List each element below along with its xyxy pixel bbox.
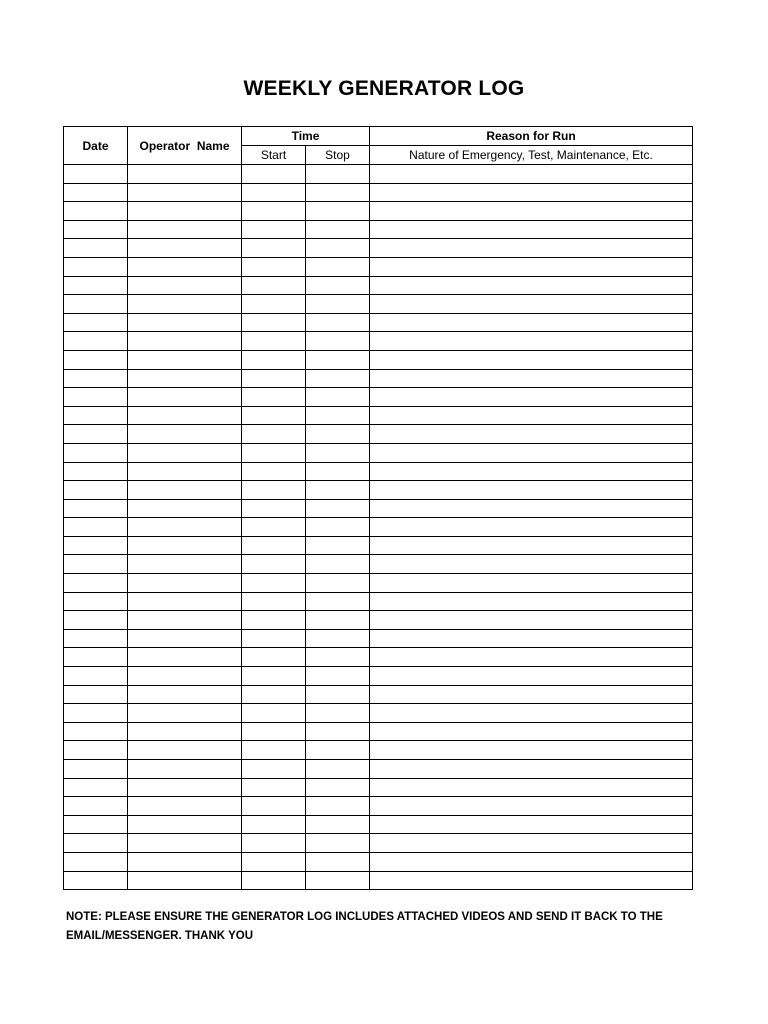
reason-cell[interactable] xyxy=(370,778,693,797)
date-cell[interactable] xyxy=(64,350,128,369)
reason-cell[interactable] xyxy=(370,592,693,611)
start-time-cell[interactable] xyxy=(242,257,306,276)
column-header-start: Start xyxy=(242,146,306,165)
date-cell[interactable] xyxy=(64,797,128,816)
start-time-cell[interactable] xyxy=(242,518,306,537)
reason-cell[interactable] xyxy=(370,760,693,779)
stop-time-cell[interactable] xyxy=(306,295,370,314)
stop-time-cell[interactable] xyxy=(306,499,370,518)
date-cell[interactable] xyxy=(64,388,128,407)
start-time-cell[interactable] xyxy=(242,388,306,407)
date-cell[interactable] xyxy=(64,741,128,760)
stop-time-cell[interactable] xyxy=(306,871,370,890)
table-row xyxy=(64,871,693,890)
start-time-cell[interactable] xyxy=(242,778,306,797)
stop-time-cell[interactable] xyxy=(306,797,370,816)
column-header-stop: Stop xyxy=(306,146,370,165)
reason-cell[interactable] xyxy=(370,443,693,462)
start-time-cell[interactable] xyxy=(242,499,306,518)
operator-name-cell[interactable] xyxy=(128,574,242,593)
table-row xyxy=(64,257,693,276)
reason-cell[interactable] xyxy=(370,834,693,853)
table-row xyxy=(64,350,693,369)
date-cell[interactable] xyxy=(64,760,128,779)
table-row xyxy=(64,536,693,555)
stop-time-cell[interactable] xyxy=(306,685,370,704)
footer-note: NOTE: PLEASE ENSURE THE GENERATOR LOG INCLUDES ATTACHED VIDEOS AND SEND IT BACK TO THE EMAIL/MESSENGER. THANK YOU xyxy=(66,911,663,942)
table-row xyxy=(64,852,693,871)
stop-time-cell[interactable] xyxy=(306,406,370,425)
stop-time-cell[interactable] xyxy=(306,183,370,202)
table-row xyxy=(64,499,693,518)
date-cell[interactable] xyxy=(64,555,128,574)
operator-name-cell[interactable] xyxy=(128,852,242,871)
stop-time-cell[interactable] xyxy=(306,592,370,611)
start-time-cell[interactable] xyxy=(242,871,306,890)
reason-cell[interactable] xyxy=(370,685,693,704)
table-row xyxy=(64,481,693,500)
start-time-cell[interactable] xyxy=(242,425,306,444)
stop-time-cell[interactable] xyxy=(306,852,370,871)
page-title: WEEKLY GENERATOR LOG xyxy=(243,77,525,100)
table-row xyxy=(64,388,693,407)
start-time-cell[interactable] xyxy=(242,685,306,704)
date-cell[interactable] xyxy=(64,369,128,388)
start-time-cell[interactable] xyxy=(242,481,306,500)
date-cell[interactable] xyxy=(64,611,128,630)
reason-cell[interactable] xyxy=(370,611,693,630)
table-row xyxy=(64,778,693,797)
operator-name-cell[interactable] xyxy=(128,388,242,407)
reason-cell[interactable] xyxy=(370,220,693,239)
reason-cell[interactable] xyxy=(370,332,693,351)
table-row xyxy=(64,425,693,444)
column-header-date: Date xyxy=(64,127,128,165)
date-cell[interactable] xyxy=(64,667,128,686)
reason-cell[interactable] xyxy=(370,350,693,369)
start-time-cell[interactable] xyxy=(242,202,306,221)
start-time-cell[interactable] xyxy=(242,629,306,648)
stop-time-cell[interactable] xyxy=(306,165,370,184)
table-row xyxy=(64,815,693,834)
start-time-cell[interactable] xyxy=(242,239,306,258)
table-row xyxy=(64,369,693,388)
operator-name-cell[interactable] xyxy=(128,202,242,221)
generator-log-table xyxy=(63,126,693,890)
start-time-cell[interactable] xyxy=(242,815,306,834)
operator-name-cell[interactable] xyxy=(128,220,242,239)
operator-name-cell[interactable] xyxy=(128,239,242,258)
operator-name-cell[interactable] xyxy=(128,257,242,276)
date-cell[interactable] xyxy=(64,202,128,221)
reason-cell[interactable] xyxy=(370,406,693,425)
start-time-cell[interactable] xyxy=(242,555,306,574)
table-row xyxy=(64,704,693,723)
start-time-cell[interactable] xyxy=(242,741,306,760)
operator-name-cell[interactable] xyxy=(128,350,242,369)
date-cell[interactable] xyxy=(64,183,128,202)
date-cell[interactable] xyxy=(64,592,128,611)
stop-time-cell[interactable] xyxy=(306,332,370,351)
operator-name-cell[interactable] xyxy=(128,555,242,574)
operator-name-cell[interactable] xyxy=(128,276,242,295)
operator-name-cell[interactable] xyxy=(128,369,242,388)
date-cell[interactable] xyxy=(64,462,128,481)
stop-time-cell[interactable] xyxy=(306,388,370,407)
date-cell[interactable] xyxy=(64,406,128,425)
reason-cell[interactable] xyxy=(370,667,693,686)
date-cell[interactable] xyxy=(64,722,128,741)
stop-time-cell[interactable] xyxy=(306,834,370,853)
column-header-reason-for-run: Reason for Run xyxy=(370,127,693,146)
table-row xyxy=(64,555,693,574)
date-cell[interactable] xyxy=(64,425,128,444)
reason-cell[interactable] xyxy=(370,871,693,890)
operator-name-cell[interactable] xyxy=(128,462,242,481)
operator-name-cell[interactable] xyxy=(128,760,242,779)
start-time-cell[interactable] xyxy=(242,369,306,388)
stop-time-cell[interactable] xyxy=(306,276,370,295)
table-row xyxy=(64,574,693,593)
table-row xyxy=(64,295,693,314)
stop-time-cell[interactable] xyxy=(306,425,370,444)
table-row xyxy=(64,611,693,630)
date-cell[interactable] xyxy=(64,815,128,834)
start-time-cell[interactable] xyxy=(242,592,306,611)
operator-name-cell[interactable] xyxy=(128,518,242,537)
start-time-cell[interactable] xyxy=(242,220,306,239)
stop-time-cell[interactable] xyxy=(306,518,370,537)
operator-name-cell[interactable] xyxy=(128,704,242,723)
reason-cell[interactable] xyxy=(370,257,693,276)
operator-name-cell[interactable] xyxy=(128,592,242,611)
operator-name-cell[interactable] xyxy=(128,499,242,518)
reason-cell[interactable] xyxy=(370,797,693,816)
reason-cell[interactable] xyxy=(370,295,693,314)
stop-time-cell[interactable] xyxy=(306,239,370,258)
table-row xyxy=(64,648,693,667)
operator-name-cell[interactable] xyxy=(128,406,242,425)
table-row xyxy=(64,760,693,779)
start-time-cell[interactable] xyxy=(242,313,306,332)
start-time-cell[interactable] xyxy=(242,852,306,871)
date-cell[interactable] xyxy=(64,648,128,667)
reason-cell[interactable] xyxy=(370,276,693,295)
table-row xyxy=(64,797,693,816)
date-cell[interactable] xyxy=(64,778,128,797)
table-row xyxy=(64,332,693,351)
reason-cell[interactable] xyxy=(370,183,693,202)
start-time-cell[interactable] xyxy=(242,760,306,779)
date-cell[interactable] xyxy=(64,481,128,500)
table-row xyxy=(64,443,693,462)
operator-name-cell[interactable] xyxy=(128,834,242,853)
date-cell[interactable] xyxy=(64,518,128,537)
stop-time-cell[interactable] xyxy=(306,704,370,723)
stop-time-cell[interactable] xyxy=(306,574,370,593)
stop-time-cell[interactable] xyxy=(306,220,370,239)
start-time-cell[interactable] xyxy=(242,704,306,723)
table-row xyxy=(64,202,693,221)
date-cell[interactable] xyxy=(64,499,128,518)
operator-name-cell[interactable] xyxy=(128,443,242,462)
table-row xyxy=(64,722,693,741)
operator-name-cell[interactable] xyxy=(128,295,242,314)
table-row xyxy=(64,220,693,239)
operator-name-cell[interactable] xyxy=(128,611,242,630)
reason-cell[interactable] xyxy=(370,648,693,667)
date-cell[interactable] xyxy=(64,332,128,351)
stop-time-cell[interactable] xyxy=(306,722,370,741)
reason-cell[interactable] xyxy=(370,499,693,518)
start-time-cell[interactable] xyxy=(242,611,306,630)
start-time-cell[interactable] xyxy=(242,648,306,667)
stop-time-cell[interactable] xyxy=(306,815,370,834)
stop-time-cell[interactable] xyxy=(306,667,370,686)
table-row xyxy=(64,183,693,202)
operator-name-cell[interactable] xyxy=(128,815,242,834)
stop-time-cell[interactable] xyxy=(306,481,370,500)
stop-time-cell[interactable] xyxy=(306,611,370,630)
start-time-cell[interactable] xyxy=(242,834,306,853)
reason-cell[interactable] xyxy=(370,239,693,258)
date-cell[interactable] xyxy=(64,871,128,890)
table-row xyxy=(64,592,693,611)
reason-cell[interactable] xyxy=(370,165,693,184)
table-body xyxy=(64,165,693,890)
operator-name-cell[interactable] xyxy=(128,871,242,890)
start-time-cell[interactable] xyxy=(242,165,306,184)
reason-cell[interactable] xyxy=(370,555,693,574)
operator-name-cell[interactable] xyxy=(128,741,242,760)
reason-cell[interactable] xyxy=(370,388,693,407)
reason-cell[interactable] xyxy=(370,462,693,481)
column-header-operator-name: Operator Name xyxy=(128,127,242,165)
start-time-cell[interactable] xyxy=(242,183,306,202)
reason-cell[interactable] xyxy=(370,629,693,648)
date-cell[interactable] xyxy=(64,220,128,239)
table-row xyxy=(64,406,693,425)
table-row xyxy=(64,685,693,704)
date-cell[interactable] xyxy=(64,834,128,853)
column-header-time: Time xyxy=(242,127,370,146)
date-cell[interactable] xyxy=(64,629,128,648)
operator-name-cell[interactable] xyxy=(128,685,242,704)
reason-cell[interactable] xyxy=(370,815,693,834)
table-row xyxy=(64,462,693,481)
header-row-top xyxy=(64,127,693,146)
operator-name-cell[interactable] xyxy=(128,425,242,444)
reason-cell[interactable] xyxy=(370,369,693,388)
operator-name-cell[interactable] xyxy=(128,313,242,332)
reason-cell[interactable] xyxy=(370,704,693,723)
date-cell[interactable] xyxy=(64,852,128,871)
table-row xyxy=(64,741,693,760)
stop-time-cell[interactable] xyxy=(306,257,370,276)
stop-time-cell[interactable] xyxy=(306,648,370,667)
table-row xyxy=(64,239,693,258)
start-time-cell[interactable] xyxy=(242,536,306,555)
stop-time-cell[interactable] xyxy=(306,313,370,332)
reason-cell[interactable] xyxy=(370,536,693,555)
operator-name-cell[interactable] xyxy=(128,722,242,741)
date-cell[interactable] xyxy=(64,276,128,295)
date-cell[interactable] xyxy=(64,704,128,723)
date-cell[interactable] xyxy=(64,574,128,593)
table-row xyxy=(64,276,693,295)
stop-time-cell[interactable] xyxy=(306,443,370,462)
date-cell[interactable] xyxy=(64,443,128,462)
operator-name-cell[interactable] xyxy=(128,629,242,648)
start-time-cell[interactable] xyxy=(242,667,306,686)
stop-time-cell[interactable] xyxy=(306,555,370,574)
operator-name-cell[interactable] xyxy=(128,332,242,351)
operator-name-cell[interactable] xyxy=(128,536,242,555)
start-time-cell[interactable] xyxy=(242,443,306,462)
table-row xyxy=(64,629,693,648)
start-time-cell[interactable] xyxy=(242,276,306,295)
column-header-reason-hint: Nature of Emergency, Test, Maintenance, Etc. xyxy=(370,146,693,165)
table-row xyxy=(64,667,693,686)
stop-time-cell[interactable] xyxy=(306,536,370,555)
start-time-cell[interactable] xyxy=(242,332,306,351)
reason-cell[interactable] xyxy=(370,574,693,593)
stop-time-cell[interactable] xyxy=(306,350,370,369)
reason-cell[interactable] xyxy=(370,313,693,332)
date-cell[interactable] xyxy=(64,685,128,704)
stop-time-cell[interactable] xyxy=(306,760,370,779)
start-time-cell[interactable] xyxy=(242,350,306,369)
stop-time-cell[interactable] xyxy=(306,202,370,221)
date-cell[interactable] xyxy=(64,239,128,258)
date-cell[interactable] xyxy=(64,313,128,332)
table-row xyxy=(64,313,693,332)
operator-name-cell[interactable] xyxy=(128,481,242,500)
stop-time-cell[interactable] xyxy=(306,629,370,648)
reason-cell[interactable] xyxy=(370,202,693,221)
start-time-cell[interactable] xyxy=(242,797,306,816)
table-header xyxy=(64,127,693,165)
reason-cell[interactable] xyxy=(370,722,693,741)
operator-name-cell[interactable] xyxy=(128,648,242,667)
reason-cell[interactable] xyxy=(370,481,693,500)
start-time-cell[interactable] xyxy=(242,462,306,481)
stop-time-cell[interactable] xyxy=(306,741,370,760)
operator-name-cell[interactable] xyxy=(128,183,242,202)
table-row xyxy=(64,518,693,537)
reason-cell[interactable] xyxy=(370,852,693,871)
operator-name-cell[interactable] xyxy=(128,778,242,797)
stop-time-cell[interactable] xyxy=(306,369,370,388)
stop-time-cell[interactable] xyxy=(306,462,370,481)
date-cell[interactable] xyxy=(64,295,128,314)
table-row xyxy=(64,165,693,184)
stop-time-cell[interactable] xyxy=(306,778,370,797)
table-row xyxy=(64,834,693,853)
start-time-cell[interactable] xyxy=(242,574,306,593)
date-cell[interactable] xyxy=(64,257,128,276)
start-time-cell[interactable] xyxy=(242,406,306,425)
start-time-cell[interactable] xyxy=(242,722,306,741)
operator-name-cell[interactable] xyxy=(128,667,242,686)
reason-cell[interactable] xyxy=(370,518,693,537)
date-cell[interactable] xyxy=(64,165,128,184)
reason-cell[interactable] xyxy=(370,741,693,760)
date-cell[interactable] xyxy=(64,536,128,555)
reason-cell[interactable] xyxy=(370,425,693,444)
operator-name-cell[interactable] xyxy=(128,165,242,184)
start-time-cell[interactable] xyxy=(242,295,306,314)
operator-name-cell[interactable] xyxy=(128,797,242,816)
